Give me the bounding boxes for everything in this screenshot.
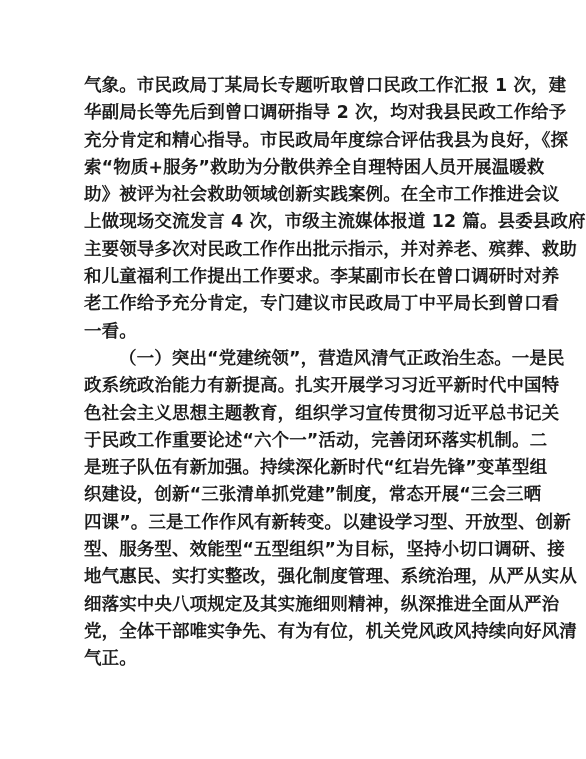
text-line: 华副局长等先后到曾口调研指导 2 次，均对我县民政工作给予	[84, 103, 567, 124]
paragraph-2	[84, 346, 577, 674]
text-line: 色社会主义思想主题教育，组织学习宣传贯彻习近平总书记关	[84, 403, 560, 424]
text-line: 是班子队伍有新加强。持续深化新时代“红岩先锋”变革型组	[84, 458, 548, 479]
text-line: 气象。市民政局丁某局长专题听取曾口民政工作汇报 1 次，建	[84, 76, 567, 96]
text-line: 细落实中央八项规定及其实施细则精神，纵深推进全面从严治	[84, 594, 560, 615]
text-line: 地气惠民、实打实整改，强化制度管理、系统治理，从严从实从	[84, 567, 577, 588]
text-line: 气正。	[84, 649, 137, 670]
text-line: 充分肯定和精心指导。市民政局年度综合评估我县为良好，《探	[84, 130, 569, 151]
text-line: 于民政工作重要论述“六个一”活动，完善闭环落实机制。二	[84, 430, 548, 451]
text-line: 一看。	[84, 321, 137, 342]
text-line: 四课”。三是工作作风有新转变。以建设学习型、开放型、创新	[84, 512, 571, 533]
text-line: 和儿童福利工作提出工作要求。李某副市长在曾口调研时对养	[84, 267, 560, 288]
text-line: 织建设，创新“三张清单抓党建”制度，常态开展“三会三晒	[84, 485, 542, 506]
text-line: 上做现场交流发言 4 次，市级主流媒体报道 12 篇。县委县政府	[84, 212, 586, 233]
text-line: 助》被评为社会救助领域创新实践案例。在全市工作推进会议	[84, 185, 560, 206]
text-line: 索“物质+服务”救助为分散供养全自理特困人员开展温暖救	[84, 157, 545, 178]
text-line: 政系统政治能力有新提高。扎实开展学习习近平新时代中国特	[84, 376, 560, 397]
text-line: 党，全体干部唯实争先、有为有位，机关党风政风持续向好风清	[84, 621, 577, 642]
section-heading-line: （一）突出“党建统领”，营造风清气正政治生态。一是民	[119, 349, 565, 369]
text-line: 主要领导多次对民政工作作出批示指示，并对养老、殡葬、救助	[84, 239, 577, 260]
paragraph-1	[84, 73, 586, 346]
text-line: 型、服务型、效能型“五型组织”为目标，坚持小切口调研、接	[84, 540, 565, 561]
text-line: 老工作给予充分肯定，专门建议市民政局丁中平局长到曾口看	[84, 294, 560, 315]
